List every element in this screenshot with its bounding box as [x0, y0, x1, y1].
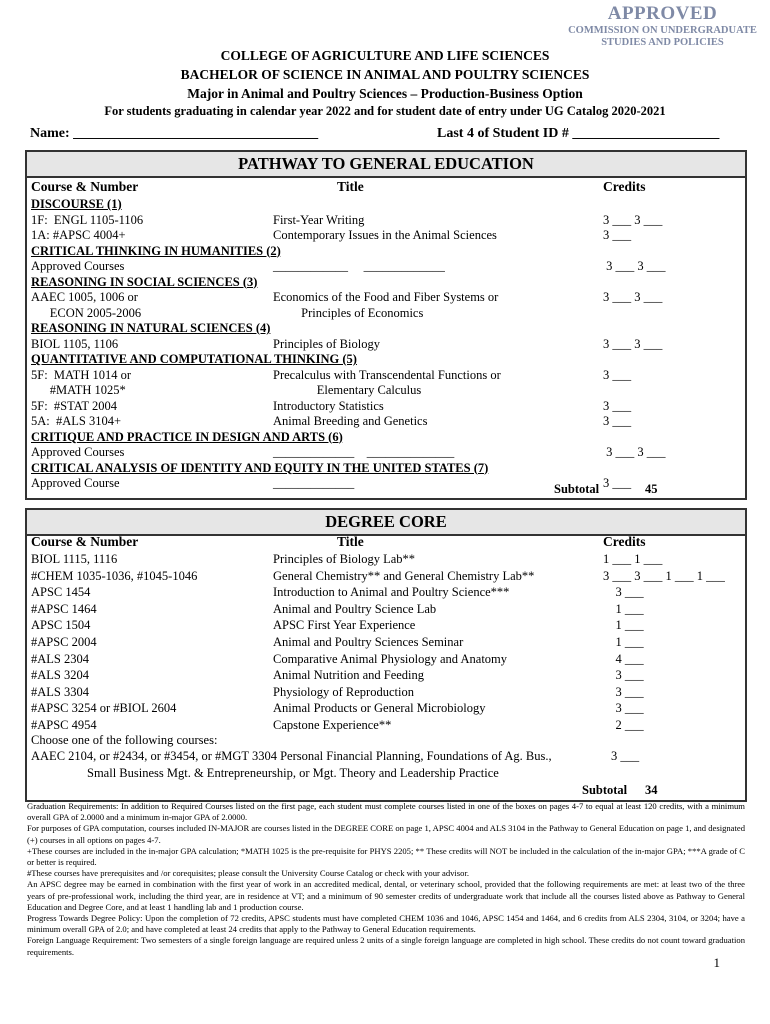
credits-blank[interactable]: 3 ___ 3 ___	[603, 445, 666, 459]
note-paragraph: Progress Towards Degree Policy: Upon the completion of 72 credits, APSC students must have completed CHEM 1036 and 1046, APSC 1454 and 1464, and 6 credits from ALS 2304, 3104, or 3204; have a minimum overall GPA of 2.0; and have completed at least 24 credits that apply to the Pathway to General Education requirements.	[27, 913, 745, 935]
course-row	[27, 568, 745, 584]
choose-label-row	[27, 732, 745, 748]
credits-blank[interactable]: 1 ___ 1 ___	[603, 552, 663, 566]
approval-stamp	[560, 4, 765, 48]
credits-blank[interactable]: 3 ___ 3 ___	[603, 290, 663, 304]
credits-blank[interactable]: 3 ___	[603, 701, 644, 716]
core-header-row	[27, 534, 745, 550]
note-paragraph: Graduation Requirements: In addition to Required Courses listed on the first page, each student must complete courses listed in one of the boxes on pages 4-7 to equal at least 120 credits, with a minimum overall GPA of 2.0000 and a minimum in-major GPA of 2.0000.	[27, 801, 745, 823]
course-number: 5F: MATH 1014 or	[31, 367, 132, 382]
course-title: Precalculus with Transcendental Functions or	[273, 367, 501, 382]
course-title: Principles of Biology Lab**	[273, 552, 415, 566]
category-label: REASONING IN NATURAL SCIENCES (4)	[31, 321, 271, 335]
category-heading	[27, 351, 745, 367]
course-row	[27, 601, 745, 617]
stamp-approved: APPROVED	[607, 3, 718, 24]
credits-blank[interactable]: 3 ___ 3 ___	[603, 336, 663, 351]
course-row	[27, 413, 745, 429]
degree-core-title: DEGREE CORE	[27, 510, 745, 536]
course-row	[27, 444, 745, 460]
course-title: Elementary Calculus	[273, 383, 422, 397]
course-number: APSC 1504	[31, 618, 91, 633]
course-number: #APSC 2004	[31, 635, 97, 649]
course-title: ____________ _____________	[273, 259, 445, 273]
course-title: Principles of Biology	[273, 336, 380, 351]
pathway-title: PATHWAY TO GENERAL EDUCATION	[27, 152, 745, 178]
course-number: #ALS 2304	[31, 651, 89, 666]
course-number: 5A: #ALS 3104+	[31, 414, 122, 428]
degree-core-section	[25, 508, 747, 802]
col-course-header: Course & Number	[31, 534, 139, 549]
category-label: REASONING IN SOCIAL SCIENCES (3)	[31, 274, 258, 289]
category-label: DISCOURSE (1)	[31, 197, 122, 211]
category-label: CRITICAL ANALYSIS OF IDENTITY AND EQUITY IN THE UNITED STATES (7)	[31, 460, 489, 475]
page-number: 1	[713, 955, 720, 970]
category-label: CRITIQUE AND PRACTICE IN DESIGN AND ARTS (6)	[31, 429, 343, 444]
credits-blank[interactable]: 4 ___	[603, 651, 644, 666]
credits-blank[interactable]: 3 ___ 3 ___	[603, 259, 666, 273]
course-title: Capstone Experience**	[273, 718, 392, 732]
course-title: Animal and Poultry Sciences Seminar	[273, 635, 464, 649]
course-number: #ALS 3304	[31, 684, 89, 699]
course-title: General Chemistry** and General Chemistry Lab**	[273, 568, 535, 583]
course-row	[27, 227, 745, 243]
course-row	[27, 398, 745, 414]
credits-blank[interactable]: 3 ___ 3 ___ 1 ___ 1 ___	[603, 568, 725, 583]
category-heading	[27, 429, 745, 445]
course-row	[27, 617, 745, 633]
course-row	[27, 551, 745, 567]
course-title: Animal Breeding and Genetics	[273, 414, 428, 428]
course-number: #ALS 3204	[31, 668, 89, 683]
student-name-field[interactable]: Name: ___________________________________	[30, 126, 319, 141]
course-number: AAEC 1005, 1006 or	[31, 290, 138, 304]
credits-blank[interactable]: 1 ___	[603, 618, 644, 633]
course-number: #MATH 1025*	[31, 383, 126, 397]
course-row	[27, 584, 745, 600]
credits-blank[interactable]: 3 ___	[603, 228, 632, 242]
note-paragraph: +These courses are included in the in-major GPA calculation; *MATH 1025 is the pre-requisite for PHYS 2205; ** These credits will NOT be included in the calculation of the in-major GPA; ***A grade of C or better is required.	[27, 845, 745, 868]
course-title: Introduction to Animal and Poultry Science***	[273, 585, 510, 600]
note-paragraph: #These courses have prerequisites and /or corequisites; please consult the University Course Catalog or check with your advisor.	[27, 868, 469, 879]
course-number: APSC 1454	[31, 585, 91, 600]
credits-blank[interactable]: 1 ___	[603, 601, 644, 616]
course-row	[27, 700, 745, 716]
requirements-notes	[27, 801, 745, 958]
pathway-section	[25, 150, 747, 500]
category-heading	[27, 243, 745, 259]
course-number: Approved Course	[31, 476, 120, 490]
course-number: Approved Courses	[31, 445, 125, 459]
course-row	[27, 212, 745, 228]
degree-title: BACHELOR OF SCIENCE IN ANIMAL AND POULTRY SCIENCES	[180, 67, 590, 82]
category-label: QUANTITATIVE AND COMPUTATIONAL THINKING (5)	[31, 352, 357, 366]
category-heading	[27, 274, 745, 290]
course-number: BIOL 1105, 1106	[31, 336, 119, 351]
col-credits-header: Credits	[603, 179, 646, 194]
choose-row-cont	[27, 765, 745, 781]
col-credits-header: Credits	[603, 534, 646, 549]
course-row	[27, 382, 745, 398]
course-title: First-Year Writing	[273, 212, 365, 227]
course-number: 1F: ENGL 1105-1106	[31, 212, 144, 227]
student-id-field[interactable]: Last 4 of Student ID # _____________________	[437, 126, 720, 141]
credits-blank[interactable]: 1 ___	[603, 635, 644, 649]
course-number: 1A: #APSC 4004+	[31, 228, 126, 242]
category-heading	[27, 196, 745, 212]
course-number: ECON 2005-2006	[31, 305, 142, 320]
category-label: CRITICAL THINKING IN HUMANITIES (2)	[31, 243, 281, 258]
credits-blank[interactable]: 3 ___ 3 ___	[603, 212, 663, 227]
course-row	[27, 258, 745, 274]
course-number: #APSC 4954	[31, 718, 97, 732]
course-row	[27, 667, 745, 683]
choose-courses-cont: Small Business Mgt. & Entrepreneurship, or Mgt. Theory and Leadership Practice	[87, 766, 499, 780]
choose-label: Choose one of the following courses:	[31, 733, 218, 747]
core-subtotal-row	[27, 782, 745, 798]
subtotal-value: 45	[645, 482, 658, 496]
credits-blank[interactable]: 3 ___	[603, 668, 644, 683]
choose-courses: AAEC 2104, or #2434, or #3454, or #MGT 3304 Personal Financial Planning, Foundations of Ag. Bus.,	[31, 749, 552, 763]
course-title: _____________	[273, 476, 355, 490]
course-row	[27, 289, 745, 305]
credits-blank[interactable]: 3 ___	[603, 585, 644, 600]
subtotal-value: 34	[645, 783, 658, 797]
course-row	[27, 651, 745, 667]
credits-blank[interactable]: 3 ___	[603, 414, 632, 428]
course-title: Physiology of Reproduction	[273, 684, 414, 699]
course-row	[27, 305, 745, 321]
course-title: Comparative Animal Physiology and Anatomy	[273, 651, 508, 666]
course-number: BIOL 1115, 1116	[31, 552, 118, 566]
course-title: Animal and Poultry Science Lab	[273, 601, 437, 616]
course-title: Contemporary Issues in the Animal Sciences	[273, 228, 497, 242]
course-row	[27, 367, 745, 383]
col-title-header: Title	[337, 179, 364, 194]
credits-blank[interactable]: 2 ___	[603, 718, 644, 732]
course-number: #CHEM 1035-1036, #1045-1046	[31, 568, 198, 583]
course-title: Principles of Economics	[273, 305, 424, 320]
subtotal-label: Subtotal	[554, 482, 600, 496]
pathway-subtotal-row	[27, 481, 745, 497]
category-heading	[27, 320, 745, 336]
subtotal-label: Subtotal	[582, 783, 628, 797]
college-title: COLLEGE OF AGRICULTURE AND LIFE SCIENCES	[220, 48, 550, 63]
course-number: Approved Courses	[31, 259, 125, 273]
credits-blank[interactable]: 3 ___	[603, 398, 632, 413]
course-title: APSC First Year Experience	[273, 618, 416, 633]
choose-row	[27, 748, 745, 764]
course-title: Animal Nutrition and Feeding	[273, 668, 425, 683]
course-row	[27, 634, 745, 650]
stamp-studies: STUDIES AND POLICIES	[601, 36, 724, 48]
course-title: Economics of the Food and Fiber Systems or	[273, 290, 499, 304]
graduating-note: For students graduating in calendar year 2022 and for student date of entry under UG Catalog 2020-2021	[104, 104, 666, 118]
category-heading	[27, 460, 745, 476]
note-paragraph: Foreign Language Requirement: Two semesters of a single foreign language are required unless 2 units of a single foreign language are completed in high school. These credits do not count toward graduation requirements.	[27, 935, 745, 957]
credits-blank[interactable]: 3 ___	[603, 684, 644, 699]
course-number: #APSC 3254 or #BIOL 2604	[31, 701, 177, 716]
note-paragraph: An APSC degree may be earned in combination with the first year of work in an accredited medical, dental, or veterinary school, provided that the following requirements are met: at least two of the three years of pre-professional work, including the third year, are in residence at VT; and a minimum of 90 semester credits of undergraduate work that include all the courses listed above as Pathway to General Education and Degree Core, and at least 1 handling lab and 1 production course.	[27, 879, 745, 912]
major-title: Major in Animal and Poultry Sciences – Production-Business Option	[187, 86, 583, 101]
col-course-header: Course & Number	[31, 179, 139, 194]
course-row	[27, 684, 745, 700]
note-paragraph: For purposes of GPA computation, courses included IN-MAJOR are courses listed in the DEGREE CORE on page 1, APSC 4004 and ALS 3104 in the Pathway to General Education on page 1, and designated (+) courses in all options on pages 4-7.	[27, 823, 745, 845]
credits-blank[interactable]: 3 ___	[603, 367, 632, 382]
col-title-header: Title	[337, 534, 364, 549]
pathway-header-row	[27, 179, 745, 195]
course-number: 5F: #STAT 2004	[31, 398, 117, 413]
course-title: Introductory Statistics	[273, 398, 384, 413]
course-row	[27, 336, 745, 352]
course-number: #APSC 1464	[31, 601, 97, 616]
course-title: Animal Products or General Microbiology	[273, 701, 486, 716]
course-title: _____________ ______________	[273, 445, 455, 459]
choose-credits[interactable]: 3 ___	[611, 749, 640, 763]
stamp-commission: COMMISSION ON UNDERGRADUATE	[568, 25, 757, 36]
credits-blank[interactable]: 3 ___	[603, 476, 632, 490]
course-row	[27, 717, 745, 733]
